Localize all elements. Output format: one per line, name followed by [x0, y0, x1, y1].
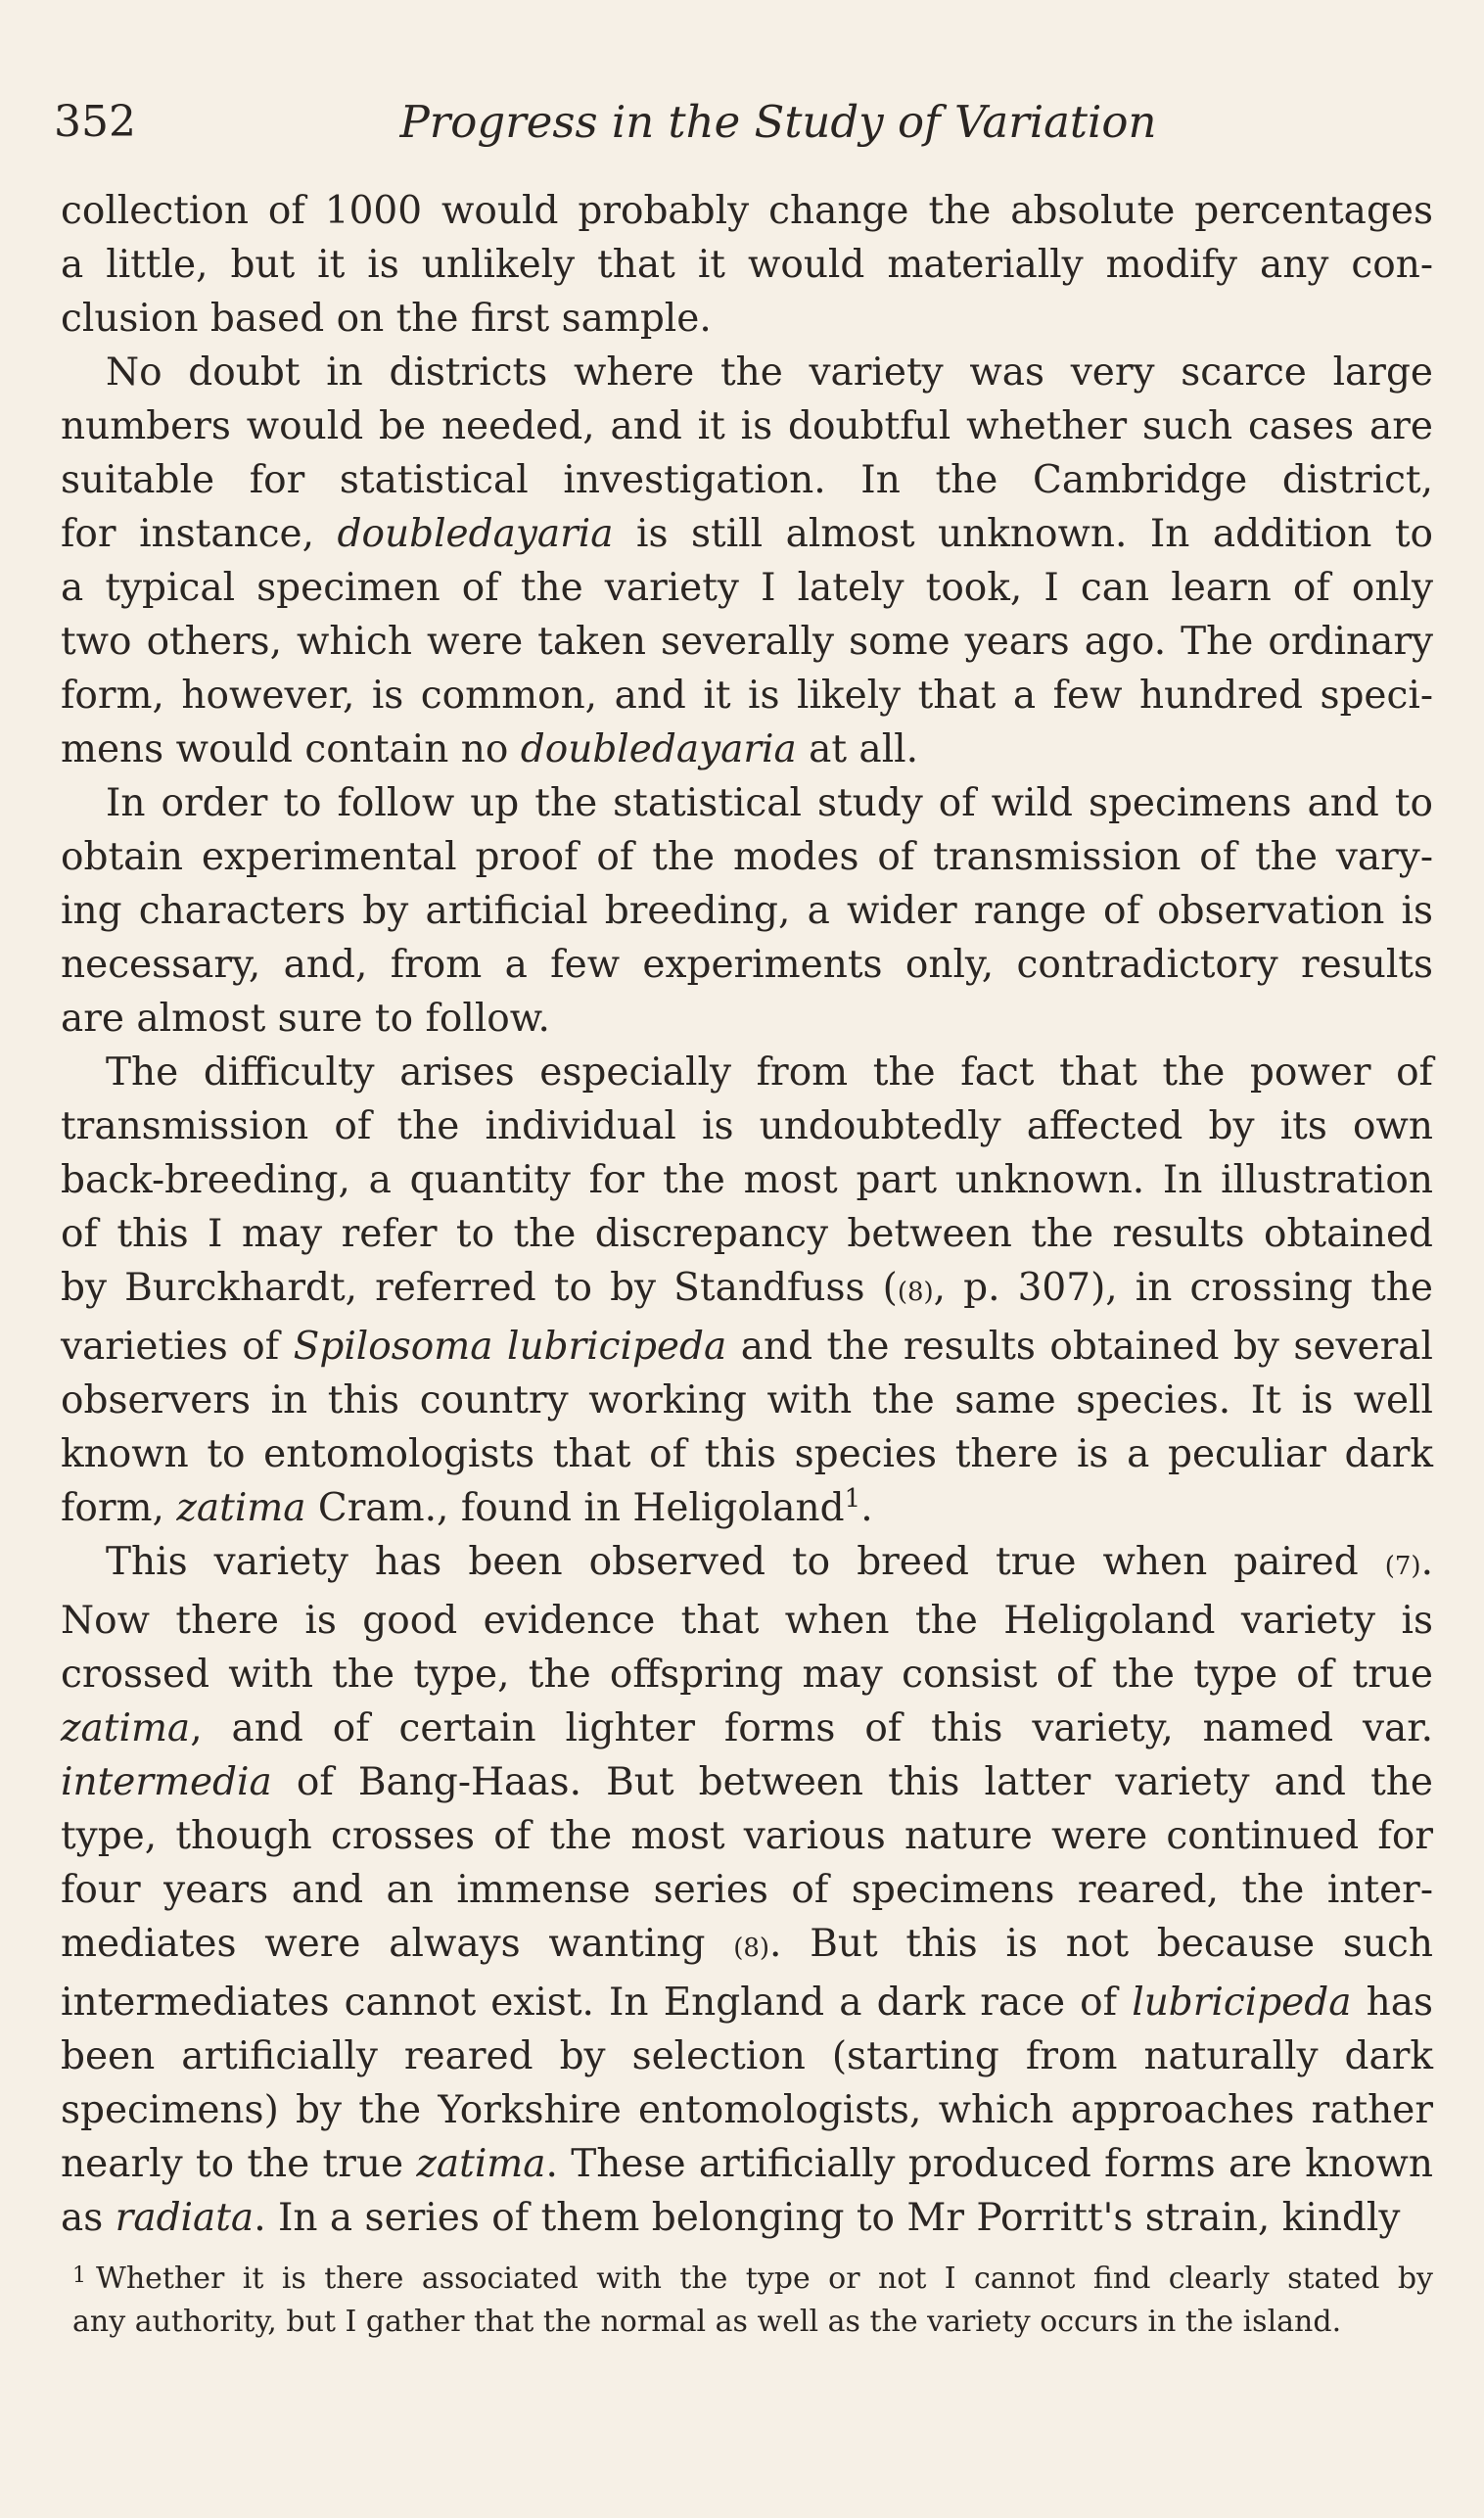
text-line: mediates were always wanting (8). But this is not because such — [61, 1922, 1433, 1966]
text-line: No doubt in districts where the variety was very scarce large — [106, 350, 1433, 395]
text-line: In order to follow up the statistical study of wild specimens and to — [106, 781, 1433, 825]
paragraph — [61, 346, 1433, 776]
footnote — [72, 2255, 1433, 2344]
paragraph — [61, 1046, 1433, 1535]
text-line: The difficulty arises especially from the fact that the power of — [106, 1050, 1433, 1095]
text-line: nearly to the true zatima. These artificially produced forms are known — [61, 2142, 1433, 2186]
text-line: obtain experimental proof of the modes of transmission of the vary- — [61, 835, 1433, 879]
footnote-marker: 1 — [72, 2263, 86, 2288]
text-line: specimens) by the Yorkshire entomologists, which approaches rather — [61, 2088, 1433, 2132]
body-text — [61, 184, 1433, 2245]
text-line: type, though crosses of the most various nature were continued for — [61, 1814, 1433, 1858]
text-line: known to entomologists that of this species there is a peculiar dark — [61, 1432, 1433, 1476]
text-line: numbers would be needed, and it is doubtful whether such cases are — [61, 404, 1433, 448]
text-line: Now there is good evidence that when the Heligoland variety is — [61, 1599, 1433, 1643]
text-line: as radiata. In a series of them belonging to Mr Porritt's strain, kindly — [61, 2196, 1401, 2240]
text-line: of this I may refer to the discrepancy between the results obtained — [61, 1212, 1433, 1256]
text-line: collection of 1000 would probably change the absolute percentages — [61, 189, 1433, 233]
text-line: a little, but it is unlikely that it would materially modify any con- — [61, 243, 1433, 287]
text-line: transmission of the individual is undoubtedly affected by its own — [61, 1104, 1433, 1148]
page-number: 352 — [54, 97, 136, 147]
text-line: necessary, and, from a few experiments only, contradictory results — [61, 943, 1433, 987]
text-line: intermedia of Bang-Haas. But between this latter variety and the — [61, 1760, 1433, 1804]
footnote-line: any authority, but I gather that the normal as well as the variety occurs in the island. — [72, 2305, 1342, 2339]
text-line: a typical specimen of the variety I lately took, I can learn of only — [61, 566, 1433, 610]
running-title: Progress in the Study of Variation — [399, 96, 1157, 148]
text-line: intermediates cannot exist. In England a dark race of lubricipeda has — [61, 1981, 1433, 2025]
paragraph — [61, 1535, 1433, 2245]
text-line: form, zatima Cram., found in Heligoland$^1$. — [61, 1484, 873, 1530]
paragraph — [61, 184, 1433, 346]
text-line: four years and an immense series of specimens reared, the inter- — [61, 1868, 1433, 1912]
text-line: suitable for statistical investigation. In the Cambridge district, — [61, 458, 1433, 502]
text-line: This variety has been observed to breed true when paired (7). — [106, 1540, 1433, 1584]
text-line: two others, which were taken severally some years ago. The ordinary — [61, 620, 1433, 664]
running-head — [54, 93, 1434, 162]
text-line: varieties of Spilosoma lubricipeda and the results obtained by several — [61, 1325, 1434, 1369]
text-line: observers in this country working with the same species. It is well — [61, 1378, 1433, 1422]
text-line: mens would contain no doubledayaria at all. — [61, 727, 919, 771]
paragraph — [61, 776, 1433, 1046]
text-line: by Burckhardt, referred to by Standfuss ((8), p. 307), in crossing the — [61, 1266, 1433, 1310]
text-line: form, however, is common, and it is likely that a few hundred speci- — [61, 674, 1433, 718]
text-line: been artificially reared by selection (starting from naturally dark — [61, 2034, 1433, 2078]
text-line: zatima, and of certain lighter forms of this variety, named var. — [61, 1706, 1433, 1750]
text-line: back-breeding, a quantity for the most part unknown. In illustration — [61, 1158, 1433, 1202]
text-line: ing characters by artificial breeding, a wider range of observation is — [61, 889, 1433, 933]
text-line: crossed with the type, the offspring may consist of the type of true — [61, 1653, 1433, 1697]
text-line: are almost sure to follow. — [61, 997, 550, 1041]
footnote-line: $^1$ Whether it is there associated with the type or not I cannot find clearly stated by — [72, 2262, 1433, 2296]
text-line: clusion based on the first sample. — [61, 297, 712, 341]
text-line: for instance, doubledayaria is still almost unknown. In addition to — [61, 512, 1433, 556]
